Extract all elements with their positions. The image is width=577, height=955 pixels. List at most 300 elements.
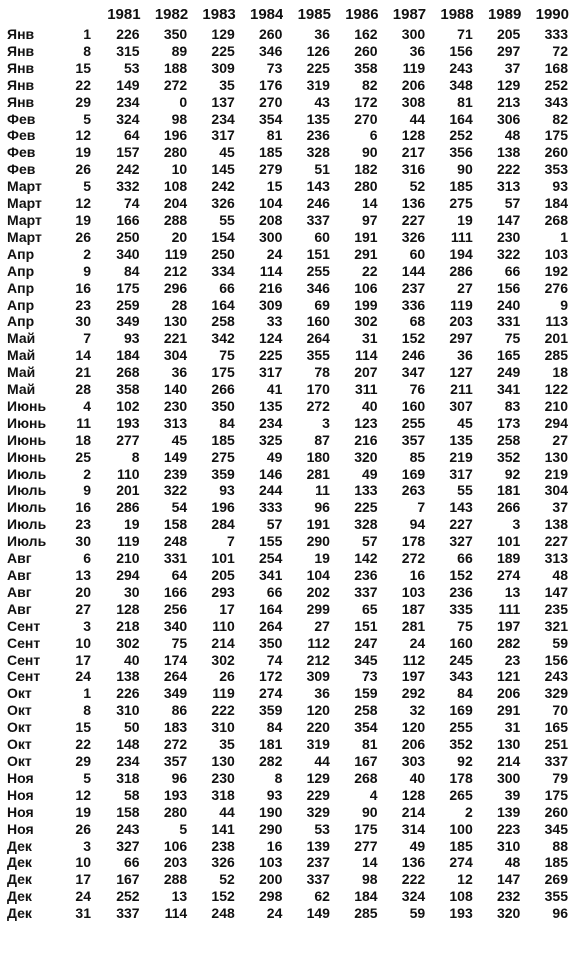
value-cell: 120 (401, 719, 426, 736)
year-header-1983: 1983 (202, 6, 236, 23)
value-cell: 226 (116, 685, 140, 702)
month-cell: Авг (7, 567, 32, 583)
value-cell: 160 (306, 313, 330, 330)
day-cell: 5 (83, 110, 91, 127)
value-cell: 187 (401, 600, 426, 617)
value-cell: 82 (361, 76, 378, 93)
value-cell: 317 (211, 127, 235, 144)
value-cell: 172 (259, 668, 283, 685)
value-cell: 93 (124, 330, 140, 347)
value-cell: 10 (171, 161, 188, 178)
value-cell: 103 (259, 854, 283, 871)
value-cell: 119 (212, 685, 235, 702)
value-cell: 149 (116, 76, 140, 93)
value-cell: 111 (450, 228, 473, 245)
value-cell: 214 (401, 803, 426, 820)
month-cell: Фев (7, 110, 36, 127)
value-cell: 7 (226, 533, 235, 550)
value-cell: 350 (259, 634, 283, 651)
value-cell: 243 (449, 59, 473, 76)
value-cell: 355 (544, 888, 568, 905)
value-cell: 243 (544, 668, 568, 685)
value-cell: 103 (544, 245, 568, 262)
month-cell: Фев (7, 127, 36, 144)
value-cell: 234 (211, 110, 235, 127)
value-cell: 343 (449, 668, 473, 685)
value-cell: 290 (306, 533, 330, 550)
day-cell: 30 (75, 533, 91, 550)
value-cell: 33 (266, 313, 283, 330)
value-cell: 164 (259, 600, 283, 617)
value-cell: 232 (496, 888, 521, 905)
value-cell: 281 (306, 465, 330, 482)
value-cell: 340 (163, 617, 188, 634)
value-cell: 90 (361, 144, 378, 161)
value-cell: 98 (361, 871, 378, 888)
day-cell: 5 (83, 769, 91, 786)
table-row (3, 466, 569, 483)
table-row (3, 144, 569, 161)
value-cell: 3 (322, 414, 330, 431)
value-cell: 225 (306, 59, 330, 76)
value-cell: 258 (354, 702, 378, 719)
value-cell: 328 (306, 144, 330, 161)
value-cell: 45 (457, 414, 473, 431)
value-cell: 328 (354, 516, 378, 533)
month-cell: Ноя (7, 820, 34, 837)
value-cell: 211 (450, 381, 473, 398)
value-cell: 316 (401, 161, 426, 178)
year-header-1987: 1987 (392, 6, 427, 23)
value-cell: 129 (306, 769, 330, 786)
value-cell: 124 (259, 330, 283, 347)
value-cell: 122 (544, 381, 568, 398)
value-cell: 45 (171, 431, 188, 448)
value-cell: 260 (544, 144, 568, 161)
value-cell: 272 (163, 76, 188, 93)
month-cell: Апр (7, 245, 35, 262)
value-cell: 54 (171, 499, 188, 516)
value-cell: 188 (163, 59, 188, 76)
day-cell: 22 (75, 76, 91, 93)
value-cell: 18 (552, 364, 568, 381)
value-cell: 173 (496, 414, 521, 431)
value-cell: 286 (116, 499, 140, 516)
value-cell: 291 (496, 702, 521, 719)
value-cell: 204 (163, 195, 188, 212)
value-cell: 129 (496, 76, 521, 93)
value-cell: 345 (354, 651, 378, 668)
month-cell: Дек (7, 837, 32, 854)
value-cell: 129 (211, 26, 235, 42)
value-cell: 40 (409, 769, 426, 786)
value-cell: 191 (306, 516, 330, 533)
value-cell: 137 (211, 93, 235, 110)
value-cell: 16 (409, 567, 426, 583)
month-cell: Июль (7, 533, 47, 550)
value-cell: 130 (163, 313, 188, 330)
value-cell: 81 (457, 93, 473, 110)
value-cell: 274 (496, 567, 521, 583)
value-cell: 183 (163, 719, 188, 736)
value-cell: 74 (266, 651, 283, 668)
value-cell: 275 (211, 448, 235, 465)
value-cell: 357 (401, 431, 426, 448)
value-cell: 326 (401, 228, 426, 245)
value-cell: 133 (354, 482, 378, 499)
value-cell: 334 (211, 262, 235, 279)
value-cell: 274 (449, 854, 473, 871)
value-cell: 49 (361, 465, 378, 482)
value-cell: 256 (163, 600, 188, 617)
month-cell: Сент (7, 634, 41, 651)
value-cell: 272 (306, 397, 330, 414)
value-cell: 255 (449, 719, 473, 736)
value-cell: 44 (219, 803, 235, 820)
value-cell: 212 (306, 651, 330, 668)
value-cell: 266 (211, 381, 235, 398)
table-row (3, 499, 569, 516)
value-cell: 337 (116, 905, 140, 922)
value-cell: 102 (116, 397, 140, 414)
table-row (3, 871, 569, 888)
value-cell: 230 (211, 769, 235, 786)
value-cell: 135 (449, 431, 473, 448)
value-cell: 258 (496, 431, 521, 448)
value-cell: 92 (457, 752, 473, 769)
month-cell: Июнь (7, 397, 47, 414)
table-row (3, 212, 569, 229)
value-cell: 82 (552, 110, 568, 127)
day-cell: 16 (75, 279, 91, 296)
value-cell: 196 (211, 499, 235, 516)
value-cell: 36 (457, 347, 473, 364)
value-cell: 165 (544, 719, 568, 736)
value-cell: 138 (544, 516, 568, 533)
value-cell: 154 (211, 228, 235, 245)
value-cell: 201 (116, 482, 140, 499)
table-row (3, 330, 569, 347)
day-cell: 19 (75, 211, 91, 228)
month-cell: Дек (7, 905, 32, 922)
value-cell: 234 (259, 414, 283, 431)
value-cell: 48 (552, 567, 568, 583)
value-cell: 178 (401, 533, 426, 550)
value-cell: 35 (219, 736, 235, 753)
value-cell: 72 (552, 42, 568, 59)
day-cell: 20 (75, 583, 91, 600)
value-cell: 279 (259, 161, 283, 178)
value-cell: 252 (544, 76, 568, 93)
value-cell: 139 (496, 803, 521, 820)
value-cell: 302 (211, 651, 235, 668)
value-cell: 313 (544, 550, 568, 567)
value-cell: 285 (354, 905, 378, 922)
value-cell: 222 (496, 161, 521, 178)
value-cell: 205 (496, 26, 521, 42)
value-cell: 14 (361, 195, 378, 212)
value-cell: 74 (124, 195, 140, 212)
month-cell: Март (7, 178, 42, 195)
value-cell: 68 (409, 313, 426, 330)
value-cell: 185 (449, 178, 473, 195)
value-cell: 310 (211, 719, 235, 736)
value-cell: 208 (259, 211, 283, 228)
value-cell: 276 (544, 279, 568, 296)
table-row (3, 246, 569, 263)
value-cell: 53 (314, 820, 330, 837)
day-cell: 9 (83, 482, 91, 499)
value-cell: 84 (219, 414, 235, 431)
value-cell: 184 (116, 347, 140, 364)
value-cell: 217 (401, 144, 426, 161)
value-cell: 48 (504, 127, 521, 144)
value-cell: 138 (116, 668, 140, 685)
value-cell: 156 (496, 279, 521, 296)
value-cell: 227 (401, 211, 426, 228)
year-header-1988: 1988 (440, 6, 474, 23)
value-cell: 350 (211, 397, 235, 414)
value-cell: 357 (163, 752, 188, 769)
day-cell: 6 (83, 550, 91, 567)
table-row (3, 584, 569, 601)
value-cell: 229 (306, 786, 330, 803)
value-cell: 90 (457, 161, 473, 178)
value-cell: 234 (116, 752, 140, 769)
table-row (3, 415, 569, 432)
table-row (3, 719, 569, 736)
year-header-1984: 1984 (250, 6, 284, 23)
value-cell: 27 (314, 617, 330, 634)
value-cell: 313 (163, 414, 188, 431)
value-cell: 162 (354, 26, 378, 42)
value-cell: 227 (449, 516, 473, 533)
value-cell: 147 (496, 871, 521, 888)
month-cell: Сент (7, 617, 41, 634)
day-cell: 24 (75, 668, 91, 685)
day-cell: 1 (83, 26, 91, 42)
day-cell: 22 (75, 736, 91, 753)
value-cell: 158 (116, 803, 140, 820)
value-cell: 152 (401, 330, 426, 347)
year-header-1989: 1989 (487, 6, 522, 23)
value-cell: 282 (259, 752, 283, 769)
day-cell: 17 (75, 651, 91, 668)
value-cell: 309 (211, 59, 235, 76)
value-cell: 110 (117, 465, 140, 482)
value-cell: 104 (259, 195, 283, 212)
value-cell: 327 (116, 837, 140, 854)
value-cell: 252 (116, 888, 140, 905)
value-cell: 346 (306, 279, 330, 296)
value-cell: 119 (402, 59, 426, 76)
value-cell: 288 (163, 871, 188, 888)
table-row (3, 161, 569, 178)
value-cell: 184 (354, 888, 378, 905)
value-cell: 97 (361, 211, 378, 228)
value-cell: 172 (354, 93, 378, 110)
value-cell: 174 (163, 651, 188, 668)
value-cell: 147 (496, 211, 521, 228)
value-cell: 108 (163, 178, 188, 195)
day-cell: 23 (75, 296, 91, 313)
day-column-header (61, 4, 93, 26)
value-cell: 135 (306, 110, 330, 127)
value-cell: 111 (498, 600, 521, 617)
value-cell: 298 (259, 888, 283, 905)
value-cell: 136 (401, 854, 426, 871)
value-cell: 252 (449, 127, 473, 144)
value-cell: 206 (401, 76, 426, 93)
table-row (3, 229, 569, 246)
month-cell: Сент (7, 668, 41, 685)
value-cell: 13 (504, 583, 521, 600)
value-cell: 277 (354, 837, 378, 854)
month-cell: Июль (7, 516, 47, 533)
value-cell: 318 (116, 769, 140, 786)
value-cell: 245 (449, 651, 473, 668)
value-cell: 84 (266, 719, 283, 736)
value-cell: 79 (552, 769, 568, 786)
value-cell: 41 (266, 381, 283, 398)
value-cell: 146 (259, 465, 283, 482)
value-cell: 71 (457, 26, 473, 42)
table-row (3, 635, 569, 652)
table-row (3, 770, 569, 787)
value-cell: 86 (171, 702, 188, 719)
table-row (3, 60, 569, 77)
value-cell: 322 (163, 482, 188, 499)
value-cell: 302 (354, 313, 378, 330)
value-cell: 310 (116, 702, 140, 719)
value-cell: 143 (306, 178, 330, 195)
value-cell: 329 (306, 803, 330, 820)
value-cell: 28 (171, 296, 188, 313)
value-cell: 108 (449, 888, 473, 905)
value-cell: 81 (361, 736, 378, 753)
value-cell: 142 (354, 550, 378, 567)
value-cell: 101 (496, 533, 521, 550)
day-cell: 3 (83, 837, 91, 854)
value-cell: 349 (116, 313, 140, 330)
value-cell: 169 (449, 702, 473, 719)
table-row (3, 601, 569, 618)
value-cell: 324 (401, 888, 426, 905)
table-body (3, 26, 569, 922)
value-cell: 128 (401, 127, 426, 144)
value-cell: 26 (219, 668, 235, 685)
month-cell: Дек (7, 888, 32, 905)
day-cell: 9 (83, 262, 91, 279)
value-cell: 246 (306, 195, 330, 212)
value-cell: 159 (354, 685, 378, 702)
value-cell: 85 (409, 448, 426, 465)
table-row (3, 567, 569, 584)
day-cell: 12 (75, 127, 91, 144)
value-cell: 197 (401, 668, 426, 685)
month-cell: Март (7, 195, 42, 212)
month-cell: Июль (7, 482, 47, 499)
value-cell: 225 (259, 347, 283, 364)
value-cell: 238 (211, 837, 235, 854)
value-cell: 189 (496, 550, 521, 567)
value-cell: 65 (361, 600, 378, 617)
day-cell: 29 (75, 93, 91, 110)
value-cell: 73 (266, 59, 283, 76)
value-cell: 181 (496, 482, 521, 499)
value-cell: 90 (361, 803, 378, 820)
month-cell: Июль (7, 499, 47, 516)
value-cell: 203 (449, 313, 473, 330)
value-cell: 43 (314, 93, 330, 110)
value-cell: 64 (124, 127, 140, 144)
value-cell: 24 (266, 245, 283, 262)
value-cell: 337 (306, 871, 330, 888)
value-cell: 88 (552, 837, 568, 854)
value-cell: 36 (314, 685, 330, 702)
value-cell: 176 (259, 76, 283, 93)
value-cell: 160 (401, 397, 426, 414)
table-row (3, 753, 569, 770)
month-cell: Окт (7, 752, 32, 769)
value-cell: 8 (131, 448, 140, 465)
value-cell: 75 (171, 634, 188, 651)
value-cell: 299 (306, 600, 330, 617)
value-cell: 268 (544, 211, 568, 228)
value-cell: 12 (457, 871, 473, 888)
value-cell: 83 (504, 397, 521, 414)
month-cell: Янв (7, 59, 35, 76)
table-row (3, 854, 569, 871)
value-cell: 268 (116, 364, 140, 381)
value-cell: 106 (354, 279, 378, 296)
value-cell: 272 (163, 736, 188, 753)
value-cell: 237 (401, 279, 426, 296)
value-cell: 319 (306, 736, 330, 753)
value-cell: 11 (315, 482, 330, 499)
day-cell: 5 (83, 178, 91, 195)
value-cell: 59 (552, 634, 568, 651)
value-cell: 185 (259, 144, 283, 161)
value-cell: 269 (544, 871, 568, 888)
value-cell: 239 (163, 465, 188, 482)
day-cell: 13 (75, 567, 91, 583)
month-cell: Авг (7, 583, 32, 600)
value-cell: 260 (259, 26, 283, 42)
value-cell: 210 (116, 550, 140, 567)
year-header-1985: 1985 (297, 6, 331, 23)
value-cell: 247 (354, 634, 378, 651)
value-cell: 27 (552, 431, 568, 448)
value-cell: 22 (361, 262, 378, 279)
value-cell: 280 (163, 803, 188, 820)
value-cell: 140 (163, 381, 188, 398)
value-cell: 103 (401, 583, 426, 600)
value-cell: 93 (552, 178, 568, 195)
table-row (3, 195, 569, 212)
ephemeris-table (3, 4, 569, 922)
value-cell: 96 (552, 905, 568, 922)
value-cell: 126 (306, 42, 330, 59)
day-cell: 8 (83, 42, 91, 59)
value-cell: 343 (544, 93, 568, 110)
day-cell: 23 (75, 516, 91, 533)
value-cell: 223 (496, 820, 521, 837)
value-cell: 342 (211, 330, 235, 347)
value-cell: 191 (354, 228, 378, 245)
day-cell: 2 (83, 465, 91, 482)
value-cell: 359 (259, 702, 283, 719)
